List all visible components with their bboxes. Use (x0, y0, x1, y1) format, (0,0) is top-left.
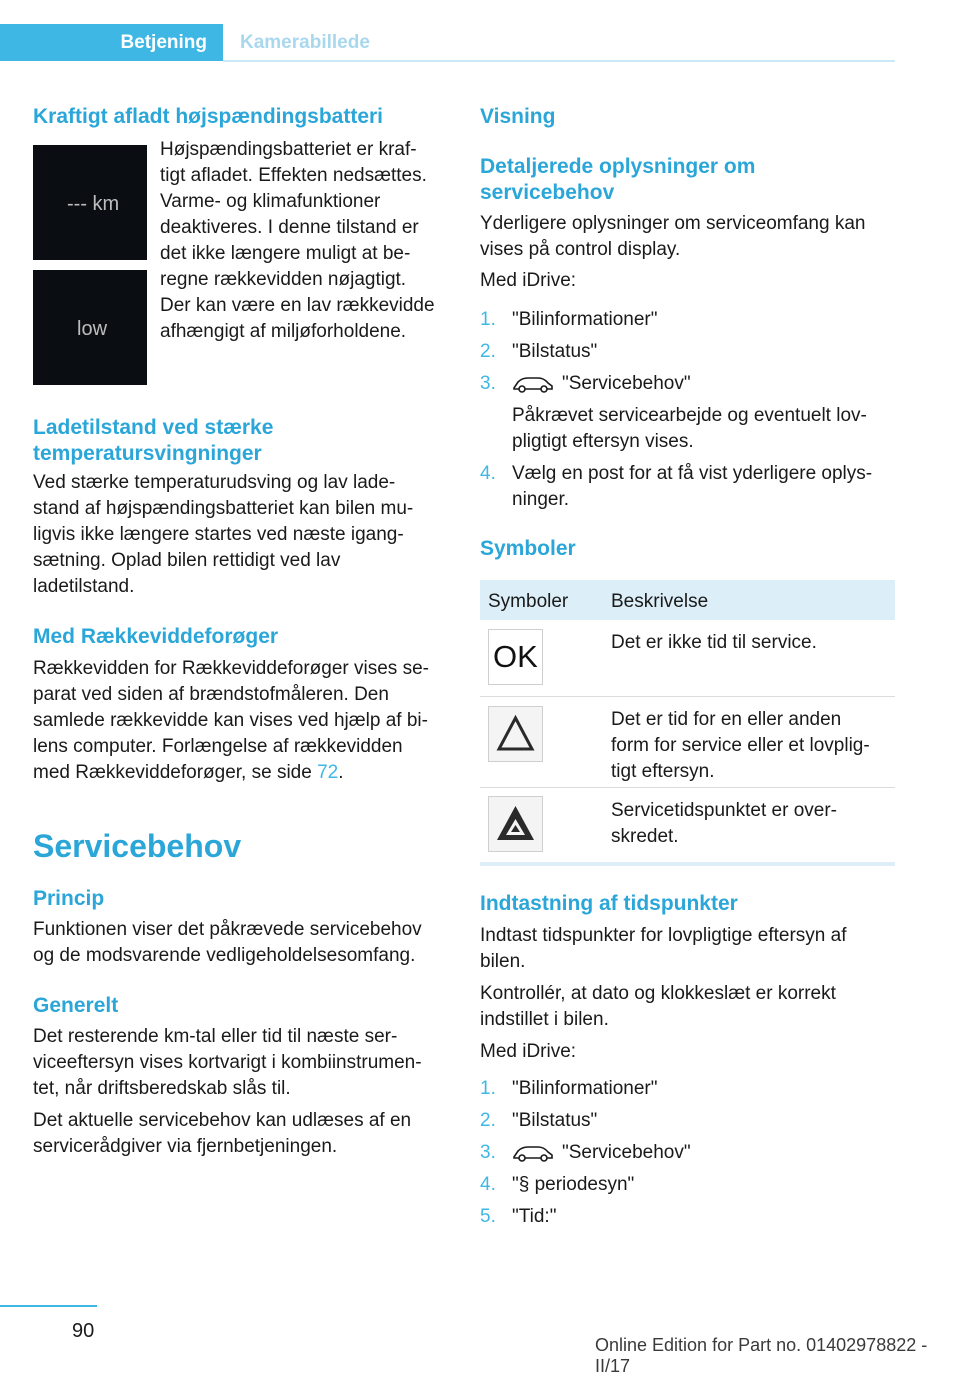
text-line: Kontrollér, at dato og klokkeslæt er korrekt (480, 983, 836, 1004)
text-line: skredet. (611, 826, 679, 847)
indtast-text (480, 923, 900, 1065)
section-title-visning: Visning (480, 105, 556, 128)
text-line: Det aktuelle servicebehov kan udlæses af en (33, 1110, 412, 1131)
ok-symbol-text: OK (493, 639, 538, 674)
car-icon (512, 1143, 554, 1163)
detail-text (480, 211, 900, 263)
text-line: Ved stærke temperaturudsving og lav lade- (33, 472, 396, 493)
header-divider (223, 60, 895, 62)
list-text: Vælg en post for at få vist yderligere oplys- (512, 463, 873, 484)
section3-text (33, 656, 453, 786)
list-text: "Bilstatus" (512, 341, 598, 362)
table-desc (611, 630, 881, 656)
text-line: bilen. (480, 951, 526, 972)
list-item (480, 1140, 900, 1166)
text-line: servicerådgiver via fjernbetjeningen. (33, 1136, 338, 1157)
section-title-battery: Kraftigt afladt højspændingsbatteri (33, 105, 384, 128)
list-item (480, 1076, 900, 1102)
text-line: Rækkevidden for Rækkeviddeforøger vises se- (33, 658, 429, 679)
text-line: parat ved siden af brændstofmåleren. Den (33, 684, 389, 705)
text-line: tet, når driftsberedskab slås til. (33, 1078, 291, 1099)
warning-triangle-icon (488, 706, 543, 762)
display-image-low-text: low (77, 318, 108, 340)
list-item (480, 1108, 900, 1134)
list-subtext: pligtigt eftersyn vises. (512, 431, 694, 452)
list-text: "Bilinformationer" (512, 1078, 658, 1099)
section-title-generelt: Generelt (33, 994, 119, 1017)
table-row (480, 697, 895, 788)
symbol-table (480, 580, 895, 866)
med-idrive-label: Med iDrive: (480, 270, 577, 291)
text-line: lens computer. Forlængelse af rækkevidden (33, 736, 403, 757)
section-title-detail: Detaljerede oplysninger om servicebehov (480, 155, 756, 204)
section-title-indtastning: Indtastning af tidspunkter (480, 892, 738, 915)
table-row (480, 620, 895, 697)
text-segment: med Rækkeviddeforøger, se side (33, 762, 318, 783)
list-text: ninger. (512, 489, 570, 510)
text-line: form for service eller et lovplig- (611, 735, 870, 756)
section-title-princip: Princip (33, 887, 105, 910)
text-line: samlede rækkevidde kan vises ved hjælp af bi- (33, 710, 428, 731)
text-line: Det er ikke tid til service. (611, 632, 817, 653)
text-line: stand af højspændingsbatteriet kan bilen mu- (33, 498, 414, 519)
text-line (33, 760, 453, 786)
text-line: Varme- og klimafunktioner (160, 191, 381, 212)
text-line: Det resterende km-tal eller tid til næste ser- (33, 1026, 398, 1047)
text-line: afhængigt af miljøforholdene. (160, 321, 407, 342)
footer-line (0, 1305, 97, 1307)
ok-icon (488, 629, 543, 685)
generelt-text (33, 1024, 453, 1160)
list-text: "Servicebehov" (562, 1142, 691, 1163)
med-idrive-label: Med iDrive: (480, 1041, 577, 1062)
footer-edition: Online Edition for Part no. 01402978822 - II/17 (595, 1335, 928, 1376)
text-line: tigt afladet. Effekten nedsættes. (160, 165, 427, 186)
table-header-beskrivelse: Beskrivelse (611, 591, 709, 612)
text-line: indstillet i bilen. (480, 1009, 609, 1030)
list-item (480, 339, 900, 365)
page-title-servicebehov: Servicebehov (33, 828, 242, 864)
list-text: "Bilstatus" (512, 1110, 598, 1131)
list-text: "Servicebehov" (562, 373, 691, 394)
list-item (480, 371, 900, 455)
list-subtext: Påkrævet servicearbejde og eventuelt lov- (512, 405, 867, 426)
table-desc (611, 707, 881, 785)
list-number: 2. (480, 341, 496, 362)
list-number: 4. (480, 1174, 496, 1195)
text-line: deaktiveres. I denne tilstand er (160, 217, 419, 238)
section2-text (33, 470, 453, 600)
page-number: 90 (72, 1320, 95, 1342)
princip-text (33, 917, 453, 969)
text-line: regne rækkevidden nøjagtigt. (160, 269, 407, 290)
text-line: og de modsvarende vedligeholdelsesomfang. (33, 945, 416, 966)
text-line: sætning. Oplad bilen rettidigt ved lav (33, 550, 341, 571)
list-number: 5. (480, 1206, 496, 1227)
list-number: 4. (480, 463, 496, 484)
list-number: 2. (480, 1110, 496, 1131)
display-image-low (33, 270, 147, 385)
car-icon (512, 374, 554, 394)
list-number: 3. (480, 1142, 496, 1163)
text-line: Servicetidspunktet er over- (611, 800, 837, 821)
list-number: 1. (480, 309, 496, 330)
text-line: Der kan være en lav rækkevidde (160, 295, 435, 316)
list-text: "Tid:" (512, 1206, 557, 1227)
list-item (480, 461, 900, 513)
list-item (480, 1172, 900, 1198)
list-text: "§ periodesyn" (512, 1174, 635, 1195)
text-line: viceeftersyn vises kortvarigt i kombiinstrumen- (33, 1052, 422, 1073)
list-item (480, 1204, 900, 1230)
list-text: "Bilinformationer" (512, 309, 658, 330)
list-number: 1. (480, 1078, 496, 1099)
table-row (480, 788, 895, 862)
section1-text (160, 137, 450, 345)
text-line: det ikke længere muligt at be- (160, 243, 411, 264)
text-segment: . (338, 762, 344, 783)
text-line: Funktionen viser det påkrævede servicebehov (33, 919, 422, 940)
list-number: 3. (480, 373, 496, 394)
section-title-temperature: Ladetilstand ved stærke temperatursvingninger (33, 416, 274, 465)
table-end-bar (480, 862, 895, 866)
table-header (480, 580, 895, 620)
section-title-symboler: Symboler (480, 537, 576, 560)
table-desc (611, 798, 881, 850)
text-line: vises på control display. (480, 239, 681, 260)
page-link-72[interactable]: 72 (317, 762, 339, 783)
text-line: ladetilstand. (33, 576, 135, 597)
display-image-km-text: --- km (67, 193, 120, 215)
text-line: Højspændingsbatteriet er kraf- (160, 139, 417, 160)
section-title-range-extender: Med Rækkeviddeforøger (33, 625, 279, 648)
text-line: tigt eftersyn. (611, 761, 715, 782)
display-image-km (33, 145, 147, 260)
text-line: Det er tid for en eller anden (611, 709, 842, 730)
text-line: ligvis ikke længere startes ved næste igang- (33, 524, 404, 545)
steps-list-1 (480, 307, 900, 519)
header-tab-label: Betjening (120, 32, 207, 53)
list-item (480, 307, 900, 333)
text-line: Yderligere oplysninger om serviceomfang kan (480, 213, 866, 234)
text-line: Indtast tidspunkter for lovpligtige eftersyn af (480, 925, 847, 946)
steps-list-2 (480, 1076, 900, 1236)
header-tab-kamerabillede[interactable]: Kamerabillede (240, 32, 370, 53)
warning-triangle-filled-icon (488, 796, 543, 852)
table-header-symboler: Symboler (488, 591, 569, 612)
header-tab-betjening[interactable] (0, 24, 223, 61)
